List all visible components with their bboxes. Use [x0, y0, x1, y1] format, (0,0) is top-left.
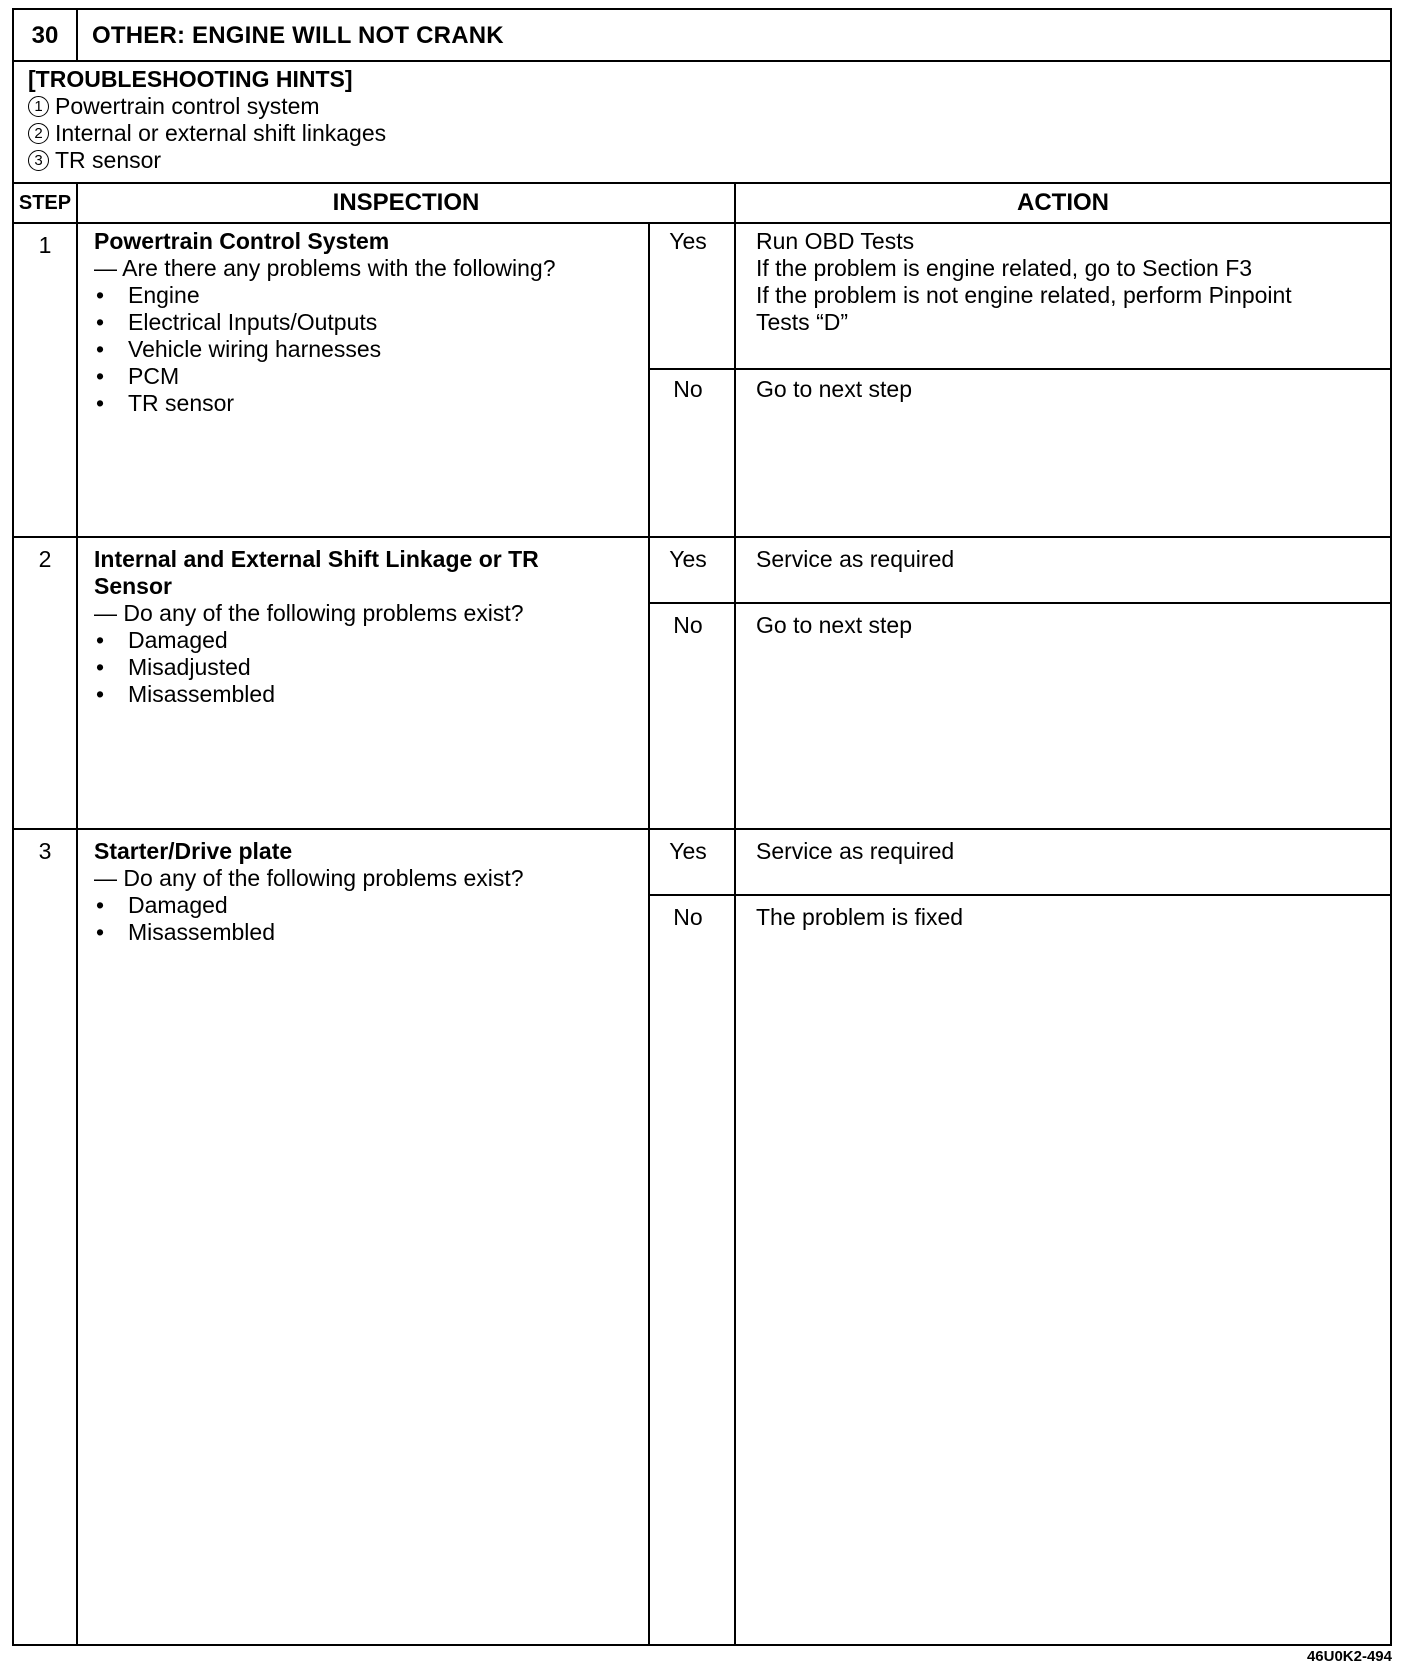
circled-number-icon: 1 [28, 96, 49, 117]
list-item [94, 627, 654, 654]
bullet-icon: • [96, 654, 105, 680]
step-question: — Do any of the following problems exist? [94, 600, 524, 626]
step-number: 2 [38, 546, 52, 572]
step-question: — Are there any problems with the following? [94, 255, 556, 281]
no-label: No [673, 376, 703, 402]
action-column-divider [734, 182, 736, 1646]
no-action [756, 612, 1396, 639]
bullet-icon: • [96, 336, 105, 362]
hint-text: Powertrain control system [55, 93, 320, 119]
yes-no-rule [648, 368, 1390, 370]
yes-no-rule [648, 894, 1390, 896]
bullet-icon: • [96, 627, 105, 653]
list-item [94, 390, 654, 417]
bullet-icon: • [96, 681, 105, 707]
step-inspection [94, 546, 654, 708]
bullet-icon: • [96, 282, 105, 308]
action-line: Tests “D” [756, 309, 848, 335]
no-action [756, 376, 1396, 403]
yes-action [756, 546, 1396, 573]
action-line: If the problem is not engine related, perform Pinpoint [756, 282, 1292, 308]
troubleshooting-table [12, 8, 1392, 1646]
step-number: 3 [38, 838, 52, 864]
list-item [94, 336, 654, 363]
action-line: Run OBD Tests [756, 228, 915, 254]
hint-item [28, 147, 386, 174]
action-line: If the problem is engine related, go to Section F3 [756, 255, 1253, 281]
step-title: Powertrain Control System [94, 228, 390, 254]
step-rule [14, 536, 1390, 538]
yes-no-rule [648, 602, 1390, 604]
list-item [94, 282, 654, 309]
column-header-step: STEP [18, 192, 72, 214]
list-item [94, 681, 654, 708]
bullet-icon: • [96, 390, 105, 416]
step-title: Starter/Drive plate [94, 838, 293, 864]
list-item [94, 919, 654, 946]
list-item [94, 309, 654, 336]
no-label: No [673, 612, 703, 638]
step-number: 1 [38, 232, 52, 258]
yes-action [756, 838, 1396, 865]
step-inspection [94, 838, 654, 946]
action-line: Go to next step [756, 376, 912, 402]
step-rule [14, 828, 1390, 830]
action-line: Go to next step [756, 612, 912, 638]
procedure-title: OTHER: ENGINE WILL NOT CRANK [92, 22, 504, 49]
hints-heading: [TROUBLESHOOTING HINTS] [28, 66, 353, 92]
action-line: Service as required [756, 838, 955, 864]
list-item-text: Electrical Inputs/Outputs [128, 309, 378, 335]
list-item-text: TR sensor [128, 390, 235, 416]
list-item-text: Misassembled [128, 681, 275, 707]
list-item-text: PCM [128, 363, 180, 389]
no-label: No [673, 904, 703, 930]
step-column-divider [76, 182, 78, 1646]
figure-id: 46U0K2-494 [1306, 1648, 1392, 1665]
header-rule [14, 222, 1390, 224]
step-title-continued: Sensor [94, 573, 172, 599]
yes-label: Yes [669, 228, 707, 254]
step-question: — Do any of the following problems exist? [94, 865, 524, 891]
action-line: The problem is fixed [756, 904, 964, 930]
hint-text: Internal or external shift linkages [55, 120, 387, 146]
action-line: Service as required [756, 546, 955, 572]
step-title: Internal and External Shift Linkage or TR [94, 546, 539, 572]
bullet-icon: • [96, 919, 105, 945]
hint-text: TR sensor [55, 147, 162, 173]
procedure-number: 30 [31, 22, 59, 49]
column-header-inspection: INSPECTION [332, 189, 480, 216]
step-inspection [94, 228, 654, 417]
list-item-text: Misassembled [128, 919, 275, 945]
bullet-icon: • [96, 363, 105, 389]
list-item-text: Damaged [128, 892, 228, 918]
list-item-text: Misadjusted [128, 654, 251, 680]
troubleshooting-hints [28, 66, 386, 174]
bullet-icon: • [96, 892, 105, 918]
list-item-text: Vehicle wiring harnesses [128, 336, 382, 362]
list-item [94, 363, 654, 390]
hint-item [28, 93, 386, 120]
column-header-action: ACTION [1017, 189, 1109, 216]
list-item-text: Damaged [128, 627, 228, 653]
yes-action [756, 228, 1396, 336]
yes-label: Yes [669, 838, 707, 864]
list-item [94, 654, 654, 681]
title-rule [14, 60, 1390, 62]
bullet-icon: • [96, 309, 105, 335]
title-divider [76, 10, 78, 60]
list-item [94, 892, 654, 919]
hint-item [28, 120, 386, 147]
yes-label: Yes [669, 546, 707, 572]
circled-number-icon: 2 [28, 123, 49, 144]
list-item-text: Engine [128, 282, 200, 308]
no-action [756, 904, 1396, 931]
circled-number-icon: 3 [28, 150, 49, 171]
